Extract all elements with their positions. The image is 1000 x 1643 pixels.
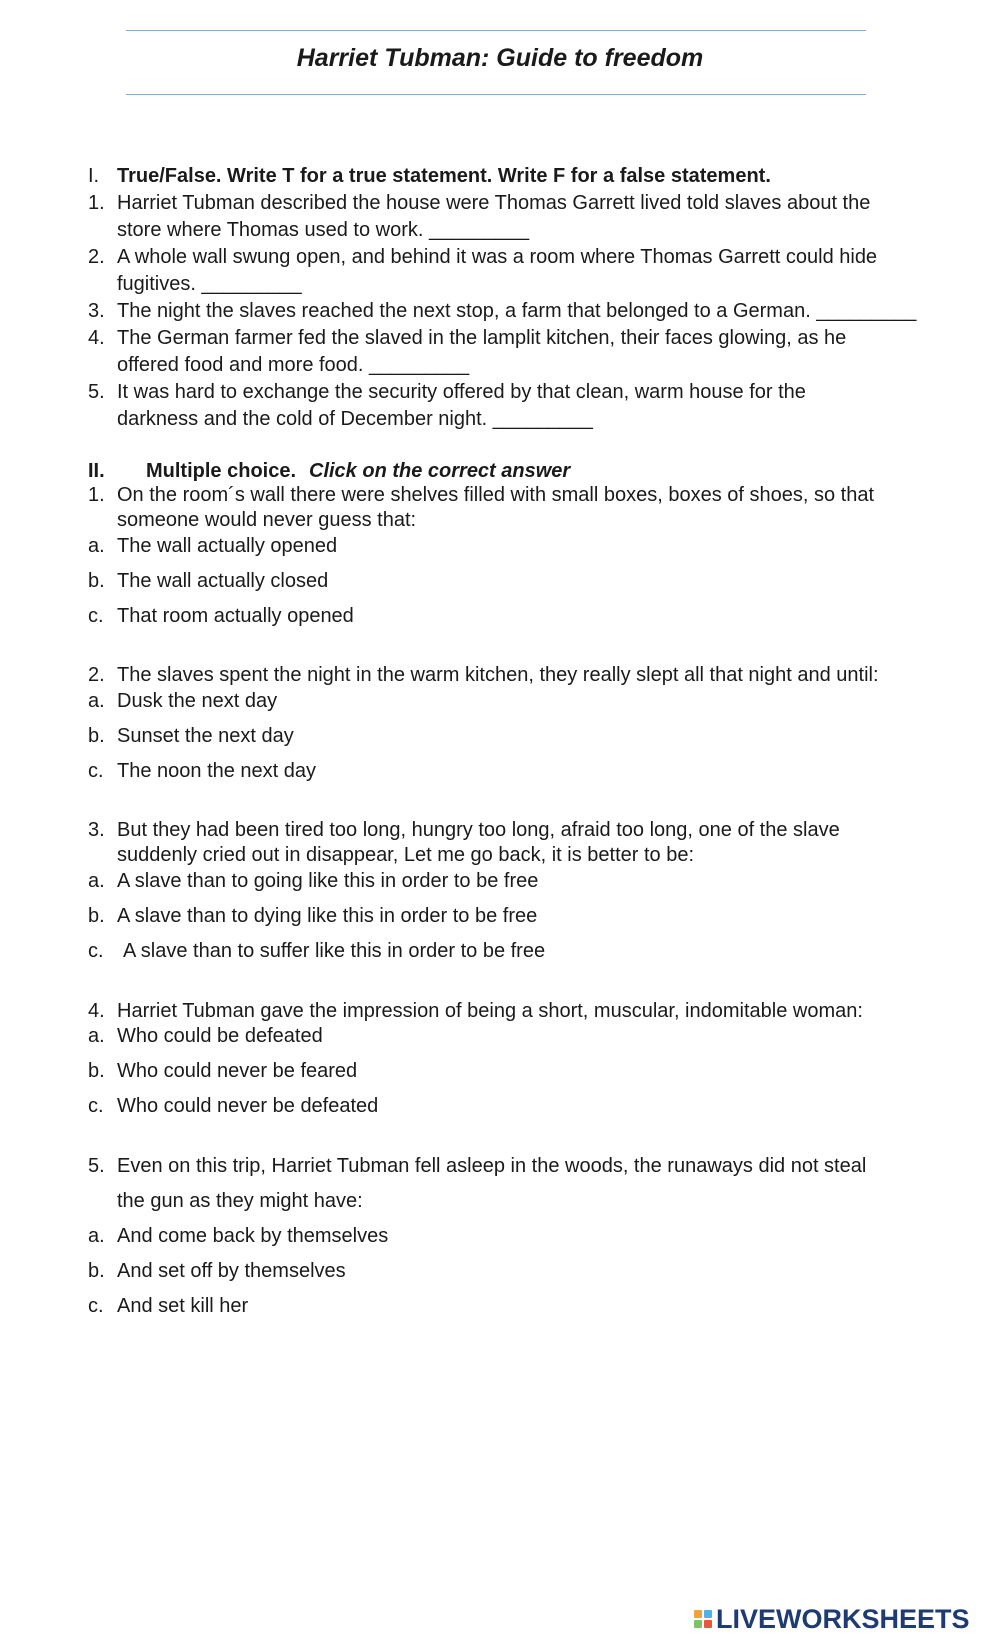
option-text[interactable]: And set off by themselves bbox=[117, 1260, 346, 1282]
tf-item-answer-blank[interactable]: store where Thomas used to work. _________ bbox=[117, 219, 530, 241]
option-letter: a. bbox=[88, 870, 105, 892]
page-title: Harriet Tubman: Guide to freedom bbox=[296, 44, 704, 72]
option-letter: a. bbox=[88, 690, 105, 712]
option-text[interactable]: Who could never be feared bbox=[117, 1060, 358, 1082]
option-text[interactable]: And set kill her bbox=[117, 1295, 249, 1317]
option-letter: b. bbox=[88, 1260, 105, 1282]
logo-text: LIVEWORKSHEETS bbox=[716, 1603, 970, 1634]
question-text: suddenly cried out in disappear, Let me go back, it is better to be: bbox=[117, 844, 695, 866]
question-number: 5. bbox=[88, 1155, 105, 1177]
option-letter: c. bbox=[88, 605, 104, 627]
option-letter: c. bbox=[88, 760, 104, 782]
question-text: Harriet Tubman gave the impression of being a short, muscular, indomitable woman: bbox=[117, 1000, 863, 1022]
tf-item-text: Harriet Tubman described the house were Thomas Garrett lived told slaves about the bbox=[117, 192, 871, 214]
tf-item-text: It was hard to exchange the security offered by that clean, warm house for the bbox=[117, 381, 806, 403]
tf-item-text: A whole wall swung open, and behind it was a room where Thomas Garrett could hide bbox=[117, 246, 878, 268]
tf-item-number: 2. bbox=[88, 246, 105, 268]
question-text: But they had been tired too long, hungry too long, afraid too long, one of the slave bbox=[117, 819, 840, 841]
option-text[interactable]: The noon the next day bbox=[117, 760, 317, 782]
option-letter: a. bbox=[88, 1225, 105, 1247]
tf-item-number: 3. bbox=[88, 300, 105, 322]
option-text[interactable]: A slave than to dying like this in order to be free bbox=[117, 905, 538, 927]
option-letter: b. bbox=[88, 725, 105, 747]
liveworksheets-logo bbox=[694, 1604, 970, 1634]
liveworksheets-logo-icon bbox=[694, 1610, 712, 1628]
question-text: the gun as they might have: bbox=[117, 1190, 363, 1212]
tf-item-answer-blank[interactable]: offered food and more food. _________ bbox=[117, 354, 470, 376]
option-text[interactable]: Sunset the next day bbox=[117, 725, 294, 747]
option-text[interactable]: And come back by themselves bbox=[117, 1225, 389, 1247]
tf-item-number: 4. bbox=[88, 327, 105, 349]
option-text[interactable]: Dusk the next day bbox=[117, 690, 278, 712]
option-text[interactable]: Who could never be defeated bbox=[117, 1095, 379, 1117]
title-top-rule bbox=[126, 30, 866, 31]
question-number: 2. bbox=[88, 664, 105, 686]
question-text: Even on this trip, Harriet Tubman fell asleep in the woods, the runaways did not steal bbox=[117, 1155, 867, 1177]
option-letter: b. bbox=[88, 905, 105, 927]
option-text[interactable]: That room actually opened bbox=[117, 605, 354, 627]
option-letter: c. bbox=[88, 1295, 104, 1317]
section1-numeral: I. bbox=[88, 165, 100, 187]
section2-heading: Multiple choice. bbox=[146, 460, 297, 482]
question-number: 1. bbox=[88, 484, 105, 506]
option-text[interactable]: A slave than to suffer like this in order to be free bbox=[123, 940, 546, 962]
question-number: 3. bbox=[88, 819, 105, 841]
tf-item-answer-blank[interactable]: The night the slaves reached the next stop, a farm that belonged to a German. _________ bbox=[117, 300, 917, 322]
tf-item-text: The German farmer fed the slaved in the lamplit kitchen, their faces glowing, as he bbox=[117, 327, 847, 349]
option-letter: a. bbox=[88, 1025, 105, 1047]
tf-item-number: 1. bbox=[88, 192, 105, 214]
question-number: 4. bbox=[88, 1000, 105, 1022]
question-text: The slaves spent the night in the warm kitchen, they really slept all that night and until: bbox=[117, 664, 879, 686]
option-letter: b. bbox=[88, 570, 105, 592]
title-bottom-rule bbox=[126, 94, 866, 95]
option-letter: c. bbox=[88, 1095, 104, 1117]
question-text: someone would never guess that: bbox=[117, 509, 417, 531]
option-letter: c. bbox=[88, 940, 104, 962]
section1-heading: True/False. Write T for a true statement. Write F for a false statement. bbox=[117, 165, 771, 187]
option-letter: a. bbox=[88, 535, 105, 557]
option-text[interactable]: The wall actually opened bbox=[117, 535, 338, 557]
option-text[interactable]: The wall actually closed bbox=[117, 570, 329, 592]
tf-item-answer-blank[interactable]: darkness and the cold of December night. _________ bbox=[117, 408, 593, 430]
question-text: On the room´s wall there were shelves filled with small boxes, boxes of shoes, so that bbox=[117, 484, 875, 506]
tf-item-number: 5. bbox=[88, 381, 105, 403]
section2-instruction: Click on the correct answer bbox=[309, 460, 571, 482]
option-text[interactable]: A slave than to going like this in order to be free bbox=[117, 870, 539, 892]
section2-numeral: II. bbox=[88, 460, 105, 482]
option-text[interactable]: Who could be defeated bbox=[117, 1025, 323, 1047]
option-letter: b. bbox=[88, 1060, 105, 1082]
tf-item-answer-blank[interactable]: fugitives. _________ bbox=[117, 273, 302, 295]
